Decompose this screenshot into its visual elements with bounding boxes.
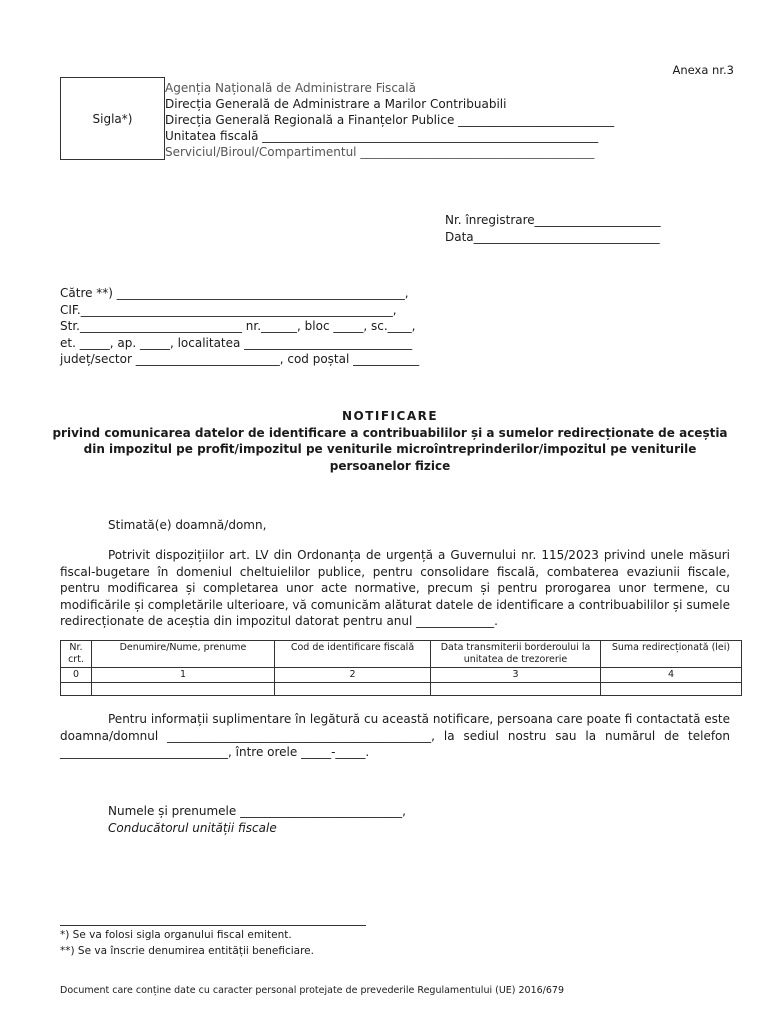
table-row [61,683,742,696]
body-paragraph-1: Potrivit dispozițiilor art. LV din Ordonanța de urgență a Guvernului nr. 115/2023 privind unele măsuri fiscal-bugetare în domeniul cheltuielilor publice, pentru consolidare fiscală, combaterea evaziunii fiscale, pentru modificarea și completarea unor acte normative, precum și pentru prorogarea unor termene, cu modificările și completările ulterioare, vă comunicăm alăturat datele de identificare a contribuabililor și sumele redirecționate de aceștia din impozitul datorat pentru anul _____________. [60,548,730,628]
table-cell: 1 [92,668,275,683]
table-cell[interactable] [275,683,431,696]
address-line[interactable]: et. _____, ap. _____, localitatea ____________________________ [60,335,413,350]
table-cell[interactable] [431,683,601,696]
agency-line: Unitatea fiscală ________________________________________________________ [165,129,599,143]
table-cell[interactable] [601,683,742,696]
salutation: Stimată(e) doamnă/domn, [108,518,267,532]
table-header-cell: Cod de identificare fiscală [275,641,431,668]
agency-line: Direcția Generală de Administrare a Marilor Contribuabili [165,97,507,111]
address-line[interactable]: Către **) ________________________________________________, [60,286,409,300]
agency-line: Serviciul/Biroul/Compartimentul _______________________________________ [165,145,595,159]
registration-number-field[interactable]: Nr. înregistrare_____________________ [445,213,661,227]
table-index-row [61,668,742,683]
registration-block [445,212,661,246]
signer-name-field[interactable]: Numele și prenumele ___________________________, [108,804,406,818]
annex-number: Anexa nr.3 [672,63,734,77]
agency-line: Agenția Națională de Administrare Fiscală [165,81,416,95]
table-header-row [61,641,742,668]
title-heading: NOTIFICARE [341,409,439,423]
signer-role: Conducătorul unității fiscale [108,820,277,835]
privacy-footer: Document care conține date cu caracter personal protejate de prevederile Regulamentului (UE) 2016/679 [60,985,565,996]
table-cell[interactable] [61,683,92,696]
address-line[interactable]: Str.___________________________ nr.______, bloc _____, sc.____, [60,319,416,333]
logo-placeholder-box [60,77,165,160]
footnotes [60,928,314,959]
table-cell: 0 [61,668,92,683]
taxpayers-table [60,640,742,696]
footnote: *) Se va folosi sigla organului fiscal emitent. [60,929,292,941]
footnote: **) Se va înscrie denumirea entității beneficiare. [60,944,314,957]
table-header-cell: Data transmiterii borderoului la unitatea de trezorerie [431,641,601,668]
table-cell: 4 [601,668,742,683]
table-cell: 2 [275,668,431,683]
address-line[interactable]: CIF.____________________________________________________, [60,302,397,317]
table-header-cell: Denumire/Nume, prenume [92,641,275,668]
registration-date-field[interactable]: Data_______________________________ [445,230,660,244]
body-paragraph-2: Pentru informații suplimentare în legătură cu această notificare, persoana care poate fi contactată este doamna/domnul ____________________________________________, la sediul nostru sau la numărul de telefon ____________________________, între orele _____-_____. [60,712,730,759]
signature-block [108,803,406,836]
title-subject: privind comunicarea datelor de identificare a contribuabililor și a sumelor redirecționate de aceștia din impozitul pe profit/impozitul pe veniturile microîntreprinderilor/impozitul pe veniturile persoanelor fizice [52,425,728,473]
address-line[interactable]: județ/sector ________________________, cod poștal ___________ [60,352,420,366]
footnote-divider [60,925,366,926]
table-header-cell: Nr. crt. [61,641,92,668]
document-title [50,408,730,474]
table-header-cell: Suma redirecționată (lei) [601,641,742,668]
agency-header [165,80,614,160]
logo-placeholder-label: Sigla*) [92,111,133,126]
agency-line: Direcția Generală Regională a Finanțelor Publice __________________________ [165,113,615,127]
table-cell: 3 [431,668,601,683]
recipient-address-block [60,285,419,368]
table-cell[interactable] [92,683,275,696]
